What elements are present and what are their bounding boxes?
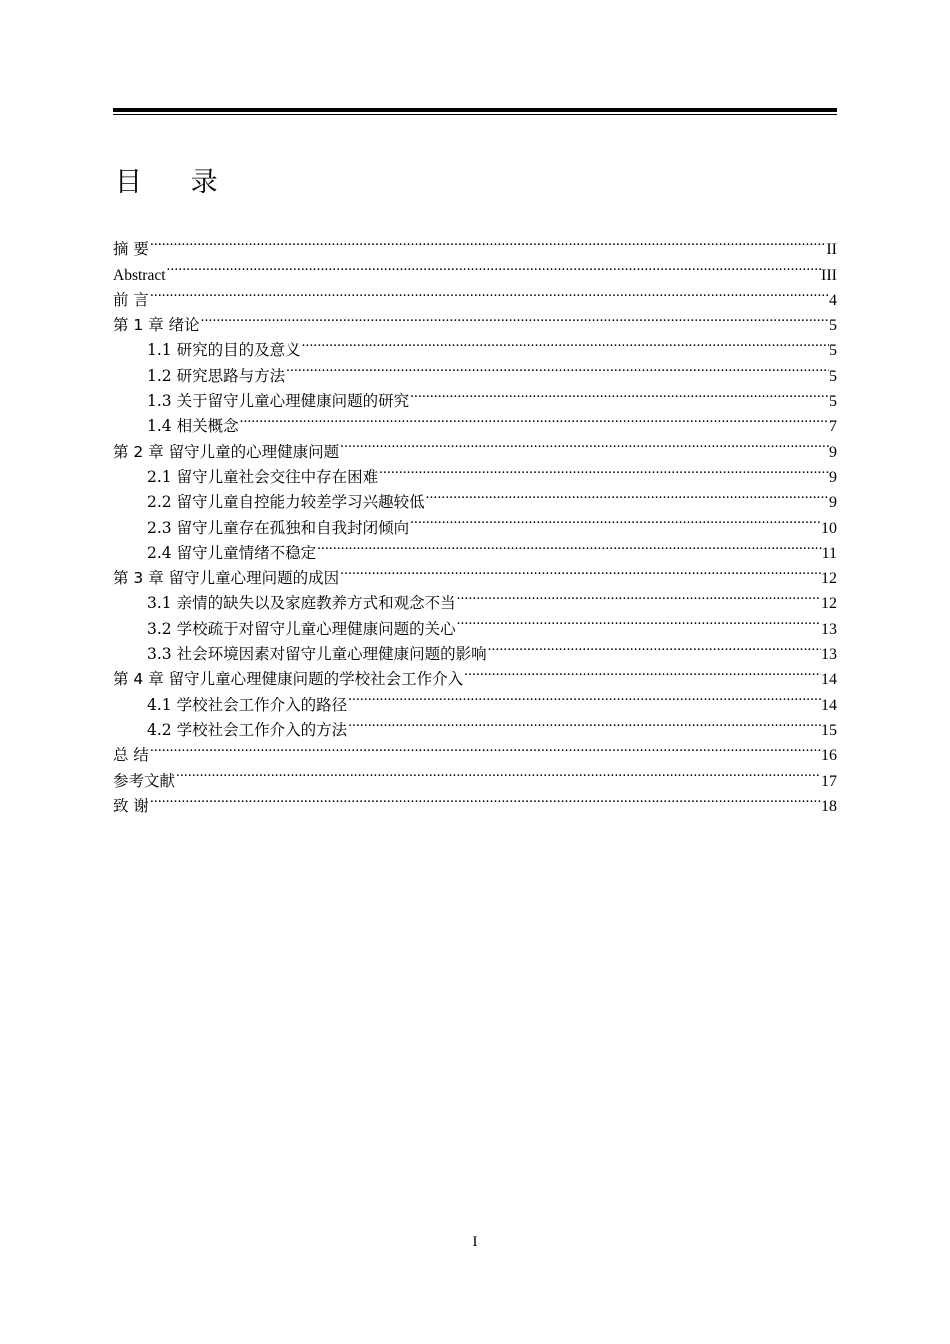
toc-dot-leader bbox=[301, 330, 829, 355]
toc-entry-page: 15 bbox=[821, 721, 837, 739]
toc-entry-page: 9 bbox=[829, 443, 837, 461]
toc-entry[interactable] bbox=[113, 254, 837, 284]
toc-entry-label: Abstract bbox=[113, 266, 166, 284]
table-of-contents bbox=[113, 229, 837, 815]
toc-entry-label: 3.3 社会环境因素对留守儿童心理健康问题的影响 bbox=[147, 645, 487, 664]
toc-dot-leader bbox=[487, 634, 821, 659]
toc-entry[interactable] bbox=[113, 305, 837, 335]
toc-dot-leader bbox=[339, 558, 821, 583]
toc-entry-page: 7 bbox=[829, 418, 837, 436]
toc-dot-leader bbox=[409, 381, 829, 406]
toc-entry-page: 10 bbox=[821, 519, 837, 537]
toc-entry-label: 2.1 留守儿童社会交往中存在困难 bbox=[147, 467, 379, 486]
toc-entry-page: 5 bbox=[829, 393, 837, 411]
toc-entry-label: 2.3 留守儿童存在孤独和自我封闭倾向 bbox=[147, 518, 410, 537]
toc-entry-label: 摘 要 bbox=[113, 240, 149, 259]
toc-entry-page: 12 bbox=[821, 595, 837, 613]
toc-entry-page: 16 bbox=[821, 747, 837, 765]
toc-entry[interactable] bbox=[113, 786, 837, 815]
toc-dot-leader bbox=[409, 507, 821, 532]
toc-dot-leader bbox=[149, 229, 826, 254]
toc-entry-page: 14 bbox=[821, 671, 837, 689]
toc-entry-label: 3.2 学校疏于对留守儿童心理健康问题的关心 bbox=[147, 619, 456, 638]
toc-dot-leader bbox=[166, 254, 822, 279]
toc-dot-leader bbox=[149, 735, 821, 760]
toc-entry-label: 第 4 章 留守儿童心理健康问题的学校社会工作介入 bbox=[113, 670, 464, 689]
toc-entry-label: 1.1 研究的目的及意义 bbox=[147, 341, 301, 360]
toc-entry-page: 9 bbox=[829, 468, 837, 486]
toc-entry-page: 11 bbox=[821, 544, 837, 562]
toc-entry-page: 5 bbox=[829, 342, 837, 360]
header-rule-thick bbox=[113, 108, 837, 112]
toc-entry[interactable] bbox=[113, 330, 837, 360]
toc-entry-page: 9 bbox=[829, 494, 837, 512]
toc-entry-label: 第 1 章 绪论 bbox=[113, 316, 200, 335]
toc-dot-leader bbox=[316, 533, 822, 558]
toc-entry[interactable] bbox=[113, 760, 837, 790]
toc-dot-leader bbox=[149, 786, 821, 811]
toc-dot-leader bbox=[463, 659, 821, 684]
toc-entry-page: 17 bbox=[821, 772, 837, 790]
toc-entry[interactable] bbox=[113, 735, 837, 765]
toc-entry-page: 13 bbox=[821, 646, 837, 664]
toc-entry-label: 3.1 亲情的缺失以及家庭教养方式和观念不当 bbox=[147, 594, 456, 613]
toc-entry-label: 1.4 相关概念 bbox=[147, 417, 239, 436]
toc-entry-label: 4.1 学校社会工作介入的路径 bbox=[147, 695, 348, 714]
toc-entry-page: 13 bbox=[821, 620, 837, 638]
toc-dot-leader bbox=[239, 406, 829, 431]
toc-dot-leader bbox=[456, 608, 821, 633]
toc-entry-page: 12 bbox=[821, 570, 837, 588]
toc-entry-label: 4.2 学校社会工作介入的方法 bbox=[147, 720, 348, 739]
toc-dot-leader bbox=[285, 355, 829, 380]
toc-entry-page: III bbox=[821, 266, 837, 284]
toc-entry-label: 前 言 bbox=[113, 290, 149, 309]
toc-dot-leader bbox=[347, 684, 821, 709]
toc-dot-leader bbox=[200, 305, 829, 330]
toc-entry-label: 1.2 研究思路与方法 bbox=[147, 366, 286, 385]
toc-entry-page: 5 bbox=[829, 317, 837, 335]
toc-entry-label: 2.4 留守儿童情绪不稳定 bbox=[147, 543, 317, 562]
toc-dot-leader bbox=[347, 710, 821, 735]
toc-entry-label: 1.3 关于留守儿童心理健康问题的研究 bbox=[147, 392, 410, 411]
toc-dot-leader bbox=[378, 457, 829, 482]
toc-entry-page: 4 bbox=[829, 291, 837, 309]
toc-dot-leader bbox=[149, 280, 829, 305]
footer-page-number: I bbox=[472, 1234, 478, 1250]
page-title: 目 录 bbox=[115, 167, 238, 198]
toc-entry[interactable] bbox=[113, 229, 837, 259]
toc-dot-leader bbox=[425, 482, 829, 507]
toc-dot-leader bbox=[339, 431, 829, 456]
toc-entry-label: 2.2 留守儿童自控能力较差学习兴趣较低 bbox=[147, 493, 425, 512]
toc-entry-page: 18 bbox=[821, 797, 837, 815]
toc-entry-label: 第 3 章 留守儿童心理问题的成因 bbox=[113, 569, 340, 588]
toc-entry[interactable] bbox=[113, 280, 837, 309]
toc-entry-label: 总 结 bbox=[113, 746, 149, 765]
toc-dot-leader bbox=[456, 583, 821, 608]
header-rule-thin bbox=[113, 114, 837, 115]
toc-dot-leader bbox=[175, 760, 821, 785]
toc-entry-page: 5 bbox=[829, 367, 837, 385]
toc-entry-label: 参考文献 bbox=[113, 771, 176, 790]
toc-entry-label: 致 谢 bbox=[113, 796, 149, 815]
toc-entry-page: II bbox=[826, 241, 837, 259]
toc-entry-page: 14 bbox=[821, 696, 837, 714]
toc-entry-label: 第 2 章 留守儿童的心理健康问题 bbox=[113, 442, 340, 461]
